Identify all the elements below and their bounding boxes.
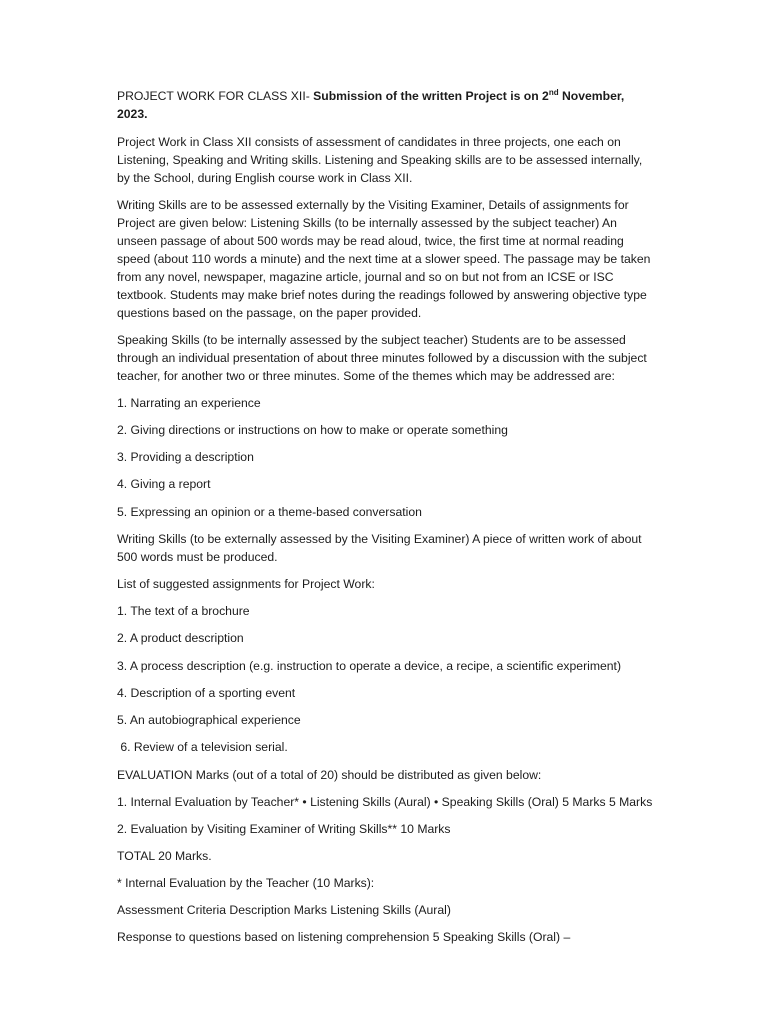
list-item: 3. Providing a description [117, 450, 254, 465]
response-line: Response to questions based on listening comprehension 5 Speaking Skills (Oral) – [117, 929, 571, 944]
paragraph-speaking-skills: Speaking Skills (to be internally assessed by the subject teacher) Students are to be assessed through an individual presentation of about three minutes followed by a discussion with the subject teacher, for another two or three minutes. Some of the themes which may be addressed are: [117, 332, 647, 383]
title-prefix: PROJECT WORK FOR CLASS XII- [117, 89, 314, 103]
evaluation-internal: 1. Internal Evaluation by Teacher* • Listening Skills (Aural) • Speaking Skills (Oral) 5 Marks 5 Marks [117, 794, 653, 809]
themes-list [117, 394, 657, 521]
list-item: 6. Review of a television serial. [117, 740, 288, 755]
title-bold-text-end: November, 2023. [117, 89, 625, 121]
list-item: 4. Giving a report [117, 477, 211, 492]
list-item: 5. Expressing an opinion or a theme-based conversation [117, 504, 422, 519]
paragraph-writing-skills: Writing Skills (to be externally assessed by the Visiting Examiner) A piece of written work of about 500 words must be produced. [117, 531, 642, 564]
assignments-heading: List of suggested assignments for Project Work: [117, 576, 375, 591]
list-item: 2. A product description [117, 631, 244, 646]
list-item: 2. Giving directions or instructions on how to make or operate something [117, 422, 508, 437]
assessment-criteria-heading: Assessment Criteria Description Marks Listening Skills (Aural) [117, 902, 451, 917]
document-page [117, 87, 657, 955]
document-title [117, 87, 657, 123]
list-item: 4. Description of a sporting event [117, 685, 296, 700]
list-item: 3. A process description (e.g. instruction to operate a device, a recipe, a scientific experiment) [117, 658, 622, 673]
title-superscript: nd [548, 87, 559, 97]
evaluation-heading: EVALUATION Marks (out of a total of 20) should be distributed as given below: [117, 767, 542, 782]
assignments-list [117, 602, 657, 756]
list-item: 1. The text of a brochure [117, 603, 250, 618]
list-item: 5. An autobiographical experience [117, 713, 301, 728]
paragraph-project-overview: Project Work in Class XII consists of assessment of candidates in three projects, one each on Listening, Speaking and Writing skills. Listening and Speaking skills are to be assessed internally, by the School, during English course work in Class XII. [117, 134, 643, 185]
paragraph-listening-skills: Writing Skills are to be assessed externally by the Visiting Examiner, Details of assignments for Project are given below: Listening Skills (to be internally assessed by the subject teacher) An unseen passage of about 500 words may be read aloud, twice, the first time at normal reading speed (about 110 words a minute) and the next time at a slower speed. The passage may be taken from any novel, newspaper, magazine article, journal and so on but not from an ICSE or ISC textbook. Students may make brief notes during the readings followed by answering objective type questions based on the passage, on the paper provided. [117, 197, 651, 320]
evaluation-external: 2. Evaluation by Visiting Examiner of Writing Skills** 10 Marks [117, 821, 451, 836]
title-bold-text: Submission of the written Project is on 2 [313, 89, 549, 103]
list-item: 1. Narrating an experience [117, 395, 261, 410]
internal-evaluation-note: * Internal Evaluation by the Teacher (10 Marks): [117, 875, 375, 890]
total-marks: TOTAL 20 Marks. [117, 848, 212, 863]
